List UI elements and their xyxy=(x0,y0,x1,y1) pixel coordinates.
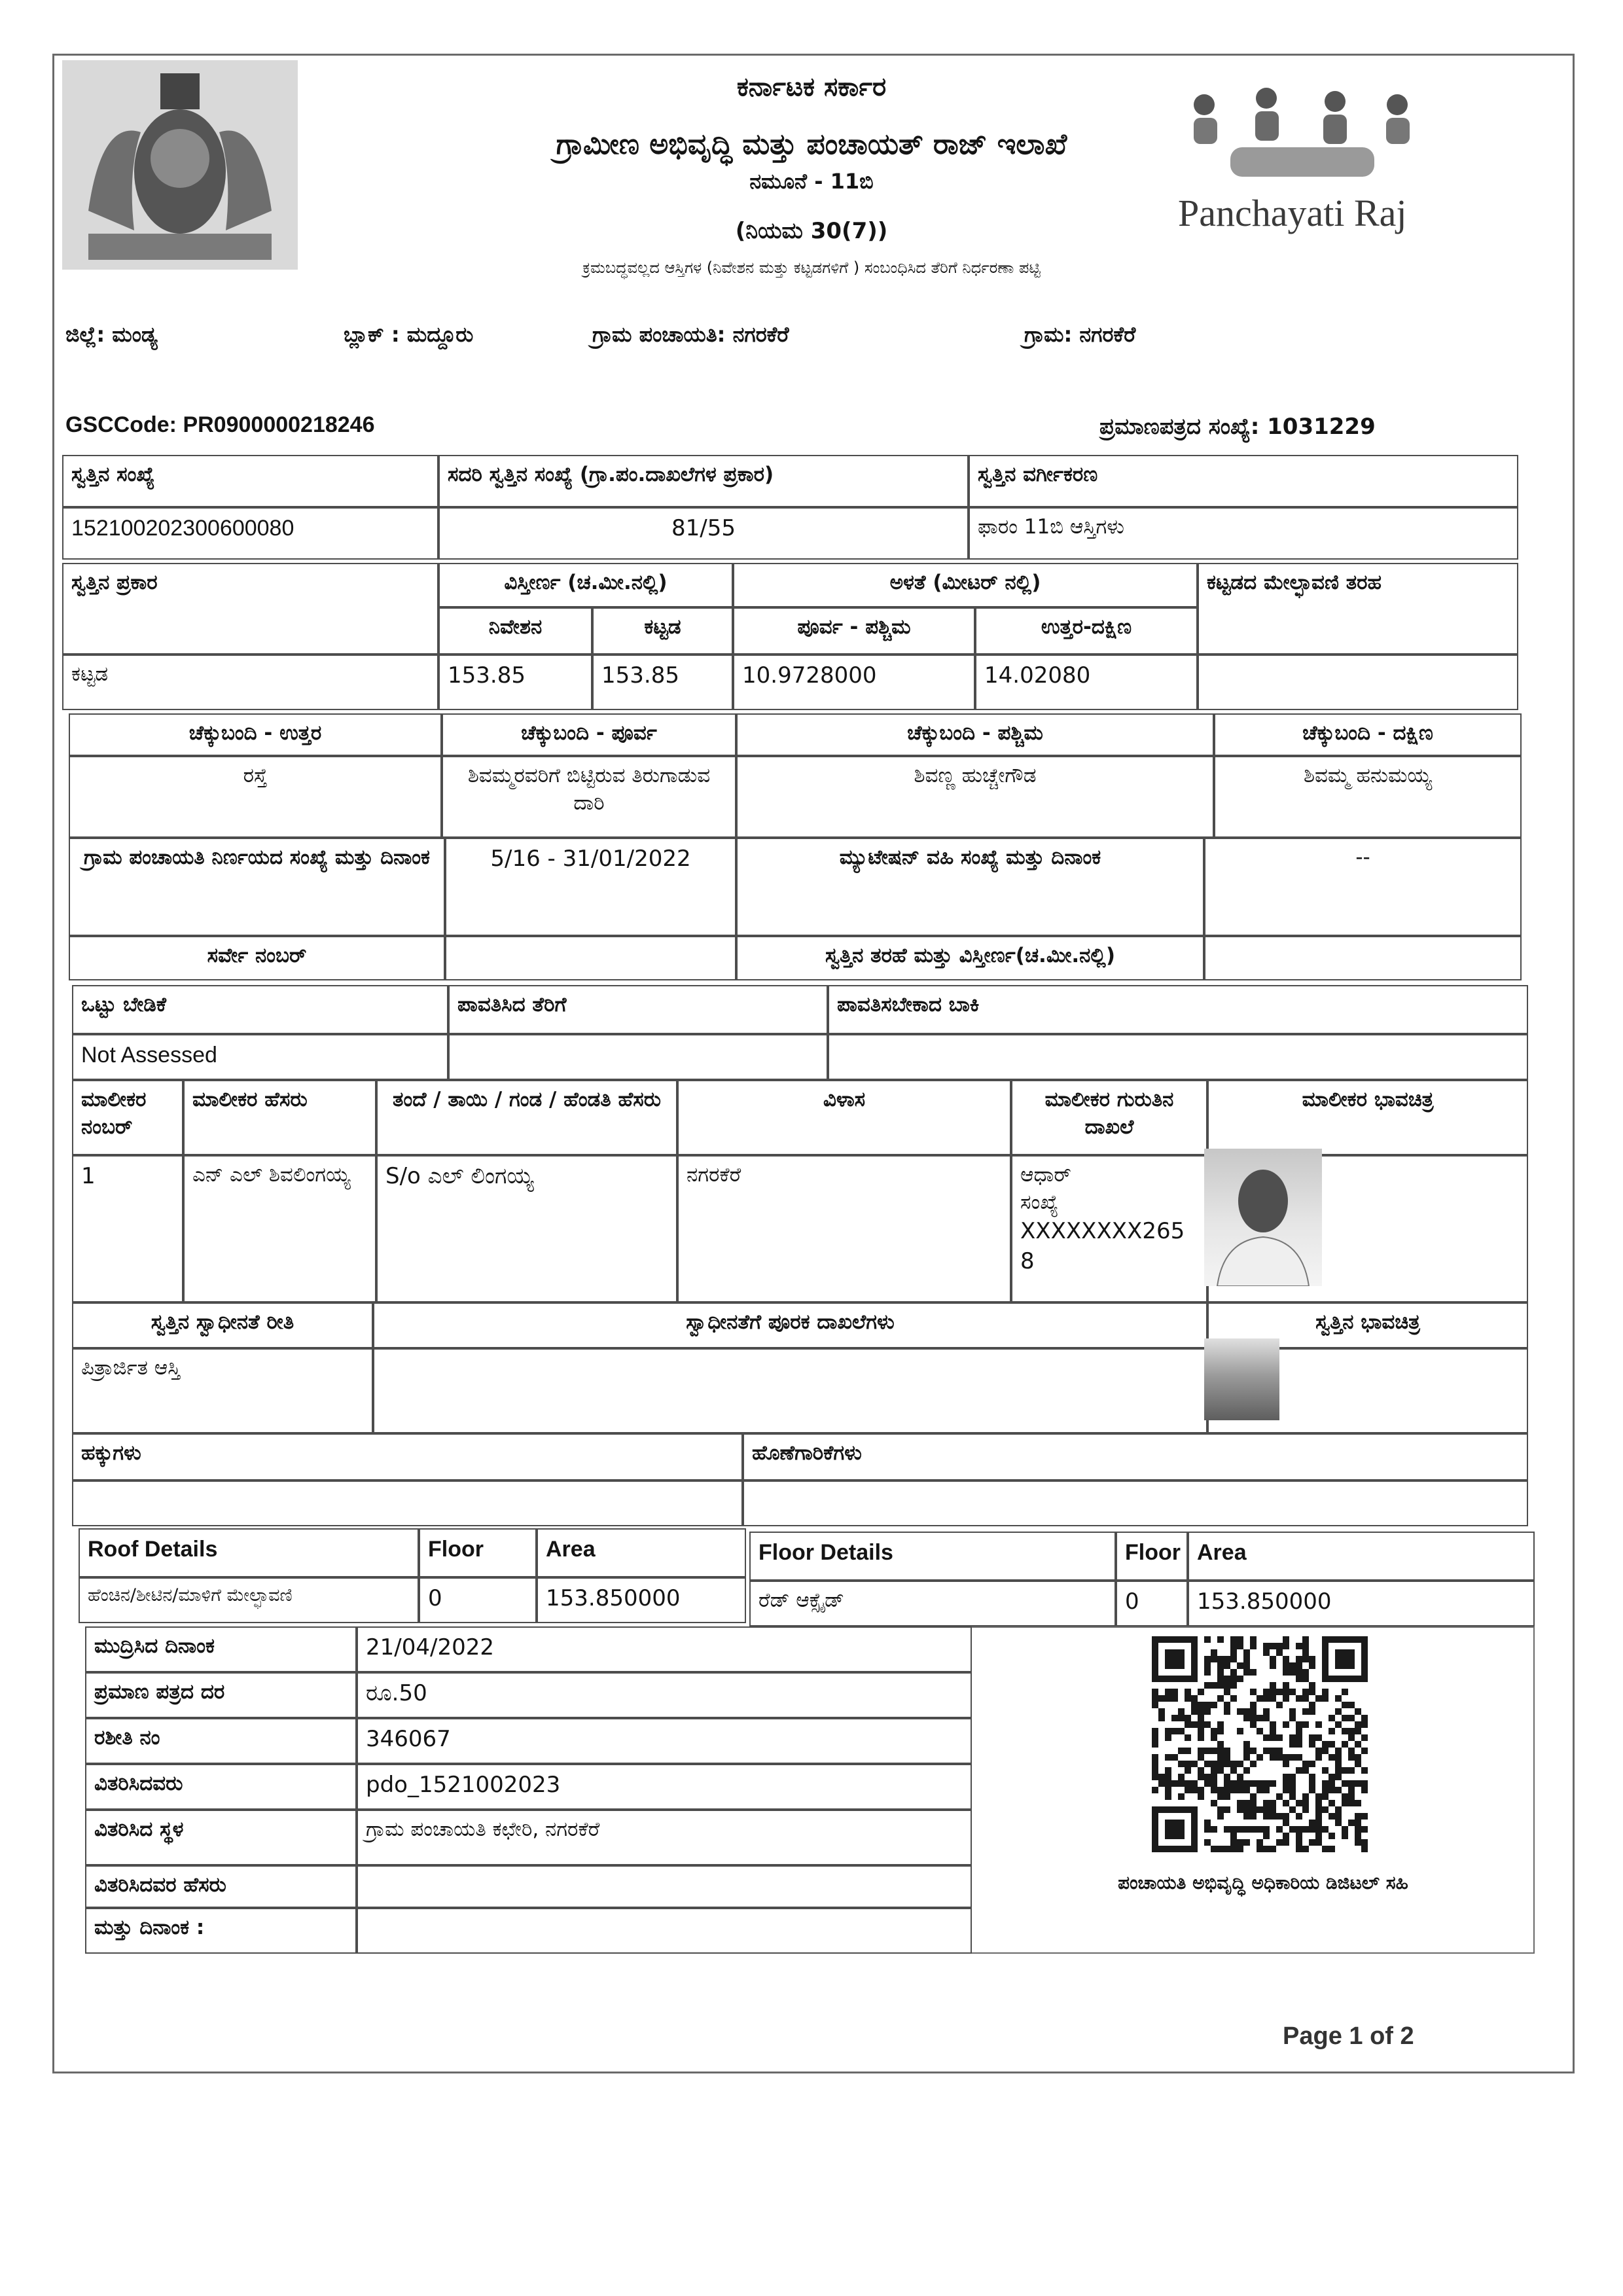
owner-id-cell xyxy=(1011,1155,1207,1302)
property-number: 152100202300600080 xyxy=(62,507,438,560)
panchayati-raj-logo-icon xyxy=(1171,79,1446,242)
floor-details-label: Floor Details xyxy=(749,1532,1116,1581)
receipt-number: 346067 xyxy=(357,1718,972,1764)
receipt-number-label: ರಶೀತಿ ನಂ xyxy=(85,1718,357,1764)
ownership-docs xyxy=(373,1348,1207,1433)
north-south-label: ಉತ್ತರ-ದಕ್ಷಿಣ xyxy=(975,607,1198,655)
issuer-name-label: ವಿತರಿಸಿದವರ ಹೆಸರು xyxy=(85,1865,357,1908)
ownership-mode-label: ಸ್ವತ್ತಿನ ಸ್ವಾಧೀನತೆ ರೀತಿ xyxy=(72,1302,373,1348)
address-label: ವಿಳಾಸ xyxy=(677,1080,1011,1155)
floor-area: 153.850000 xyxy=(1188,1581,1535,1626)
survey-number-label: ಸರ್ವೇ ನಂಬರ್ xyxy=(69,936,445,980)
survey-number-value xyxy=(445,936,736,980)
owner-address: ನಗರಕೆರೆ xyxy=(677,1155,1011,1302)
boundary-east-label: ಚೆಕ್ಕುಬಂದಿ - ಪೂರ್ವ xyxy=(442,713,736,756)
form-number: ನಮೂನೆ - 11ಬಿ xyxy=(749,169,874,194)
balance-due xyxy=(828,1034,1528,1080)
east-west-label: ಪೂರ್ವ - ಪಶ್ಚಿಮ xyxy=(733,607,975,655)
boundary-north-label: ಚೆಕ್ಕುಬಂದಿ - ಉತ್ತರ xyxy=(69,713,442,756)
liabilities-value xyxy=(743,1480,1528,1526)
and-date-label: ಮತ್ತು ದಿನಾಂಕ : xyxy=(85,1908,357,1954)
certificate-fee-label: ಪ್ರಮಾಣ ಪತ್ರದ ದರ xyxy=(85,1672,357,1718)
owner-id-number: XXXXXXXX2658 xyxy=(1020,1217,1185,1274)
liabilities-label: ಹೊಣೆಗಾರಿಕೆಗಳು xyxy=(743,1433,1528,1480)
ownership-docs-label: ಸ್ವಾಧೀನತೆಗೆ ಪೂರಕ ದಾಖಲೆಗಳು xyxy=(373,1302,1207,1348)
issued-by-label: ವಿತರಿಸಿದವರು xyxy=(85,1764,357,1810)
tax-paid-label: ಪಾವತಿಸಿದ ತೆರಿಗೆ xyxy=(448,985,828,1034)
north-south-value: 14.02080 xyxy=(975,655,1198,710)
owner-number: 1 xyxy=(72,1155,183,1302)
property-class-label: ಸ್ವತ್ತಿನ ವರ್ಗೀಕರಣ xyxy=(969,455,1518,507)
boundary-east: ಶಿವಮ್ಮರವರಿಗೆ ಬಿಟ್ಟಿರುವ ತಿರುಗಾಡುವ ದಾರಿ xyxy=(442,756,736,838)
boundary-west: ಶಿವಣ್ಣ ಹುಚ್ಚೇಗೌಡ xyxy=(736,756,1214,838)
roof-type-value xyxy=(1198,655,1518,710)
east-west-value: 10.9728000 xyxy=(733,655,975,710)
floor-floor-label: Floor xyxy=(1116,1532,1188,1581)
site-area: 153.85 xyxy=(438,655,592,710)
owner-photo-label: ಮಾಲೀಕರ ಭಾವಚಿತ್ರ xyxy=(1207,1080,1528,1155)
property-number-label: ಸ್ವತ್ತಿನ ಸಂಖ್ಯೆ xyxy=(62,455,438,507)
roof-area: 153.850000 xyxy=(537,1577,746,1623)
boundary-west-label: ಚೆಕ್ಕುಬಂದಿ - ಪಶ್ಚಿಮ xyxy=(736,713,1214,756)
rule-number: (ನಿಯಮ 30(7)) xyxy=(735,218,888,244)
print-date-label: ಮುದ್ರಿಸಿದ ದಿನಾಂಕ xyxy=(85,1626,357,1672)
property-photo-label: ಸ್ವತ್ತಿನ ಭಾವಚಿತ್ರ xyxy=(1207,1302,1528,1348)
tax-paid xyxy=(448,1034,828,1080)
gp-resolution-label: ಗ್ರಾಮ ಪಂಚಾಯತಿ ನಿರ್ಣಯದ ಸಂಖ್ಯೆ ಮತ್ತು ದಿನಾಂಕ xyxy=(69,838,445,936)
rights-label: ಹಕ್ಕುಗಳು xyxy=(72,1433,743,1480)
owner-id-label: ಮಾಲೀಕರ ಗುರುತಿನ ದಾಖಲೆ xyxy=(1011,1080,1207,1155)
and-date xyxy=(357,1908,972,1954)
issue-place: ಗ್ರಾಮ ಪಂಚಾಯತಿ ಕಛೇರಿ, ನಗರಕೆರೆ xyxy=(357,1810,972,1865)
total-demand-label: ಒಟ್ಟು ಬೇಡಿಕೆ xyxy=(72,985,448,1034)
form-subtitle: ಕ್ರಮಬದ್ಧವಲ್ಲದ ಆಸ್ತಿಗಳ (ನಿವೇಶನ ಮತ್ತು ಕಟ್ಟಡಗಳಿಗೆ ) ಸಂಬಂಧಿಸಿದ ತೆರಿಗೆ ನಿರ್ಧರಣಾ ಪಟ್ಟಿ xyxy=(582,259,1041,277)
gp-resolution-value: 5/16 - 31/01/2022 xyxy=(445,838,736,936)
area-label: ವಿಸ್ತೀರ್ಣ (ಚ.ಮೀ.ನಲ್ಲಿ) xyxy=(438,563,733,607)
mutation-label: ಮ್ಯುಟೇಷನ್ ವಹಿ ಸಂಖ್ಯೆ ಮತ್ತು ದಿನಾಂಕ xyxy=(736,838,1204,936)
property-type-label: ಸ್ವತ್ತಿನ ಪ್ರಕಾರ xyxy=(62,563,438,655)
site-label: ನಿವೇಶನ xyxy=(438,607,592,655)
floor-area-label: Area xyxy=(1188,1532,1535,1581)
roof-type: ಹೆಂಚಿನ/ಶೀಟಿನ/ಮಾಳಿಗೆ ಮೇಲ್ಛಾವಣಿ xyxy=(79,1577,419,1623)
floor-type: ರೆಡ್ ಆಕ್ಸೈಡ್ xyxy=(749,1581,1116,1626)
certificate-fee: ರೂ.50 xyxy=(357,1672,972,1718)
relation-name: S/o ಎಲ್ ಲಿಂಗಯ್ಯ xyxy=(376,1155,677,1302)
mutation-value: -- xyxy=(1204,838,1522,936)
total-demand: Not Assessed xyxy=(72,1034,448,1080)
said-property-number-label: ಸದರಿ ಸ್ವತ್ತಿನ ಸಂಖ್ಯೆ (ಗ್ರಾ.ಪಂ.ದಾಖಲೆಗಳ ಪ್ರಕಾರ) xyxy=(438,455,969,507)
gsc-code: GSCCode: PR0900000218246 xyxy=(65,412,375,437)
dimensions-label: ಅಳತೆ (ಮೀಟರ್ ನಲ್ಲಿ) xyxy=(733,563,1198,607)
building-area: 153.85 xyxy=(592,655,733,710)
district: ಜಿಲ್ಲೆ: ಮಂಡ್ಯ xyxy=(65,322,158,347)
owner-name: ಎನ್ ಎಲ್ ಶಿವಲಿಂಗಯ್ಯ xyxy=(183,1155,376,1302)
issued-by: pdo_1521002023 xyxy=(357,1764,972,1810)
owner-id-type: ಆಧಾರ್ ಸಂಖ್ಯೆ xyxy=(1020,1163,1071,1214)
rights-value xyxy=(72,1480,743,1526)
owner-number-label: ಮಾಲೀಕರ ನಂಬರ್ xyxy=(72,1080,183,1155)
roof-type-label: ಕಟ್ಟಡದ ಮೇಲ್ಛಾವಣಿ ತರಹ xyxy=(1198,563,1518,655)
roof-details-label: Roof Details xyxy=(79,1528,419,1577)
digital-signature-label: ಪಂಚಾಯತಿ ಅಭಿವೃದ್ಧಿ ಅಧಿಕಾರಿಯ ಡಿಜಿಟಲ್ ಸಹಿ xyxy=(1118,1872,1408,1893)
roof-floor-label: Floor xyxy=(419,1528,537,1577)
owner-photo xyxy=(1204,1149,1322,1286)
gov-title: ಕರ್ನಾಟಕ ಸರ್ಕಾರ xyxy=(736,72,887,102)
type-area-label: ಸ್ವತ್ತಿನ ತರಹೆ ಮತ್ತು ವಿಸ್ತೀರ್ಣ(ಚ.ಮೀ.ನಲ್ಲಿ) xyxy=(736,936,1204,980)
issuer-name xyxy=(357,1865,972,1908)
page-number: Page 1 of 2 xyxy=(1283,2022,1414,2050)
print-date: 21/04/2022 xyxy=(357,1626,972,1672)
dept-title: ಗ್ರಾಮೀಣ ಅಭಿವೃದ್ಧಿ ಮತ್ತು ಪಂಚಾಯತ್ ರಾಜ್ ಇಲಾಖೆ xyxy=(556,128,1067,161)
relation-label: ತಂದೆ / ತಾಯಿ / ಗಂಡ / ಹೆಂಡತಿ ಹೆಸರು xyxy=(376,1080,677,1155)
balance-due-label: ಪಾವತಿಸಬೇಕಾದ ಬಾಕಿ xyxy=(828,985,1528,1034)
building-label: ಕಟ್ಟಡ xyxy=(592,607,733,655)
gram-panchayat: ಗ್ರಾಮ ಪಂಚಾಯತಿ: ನಗರಕೆರೆ xyxy=(592,322,789,347)
roof-area-label: Area xyxy=(537,1528,746,1577)
type-area-value xyxy=(1204,936,1522,980)
certificate-number: ಪ್ರಮಾಣಪತ್ರದ ಸಂಖ್ಯೆ: 1031229 xyxy=(1099,414,1376,440)
person-icon xyxy=(1204,1149,1322,1286)
floor-floor: 0 xyxy=(1116,1581,1188,1626)
ownership-mode: ಪಿತ್ರಾರ್ಜಿತ ಆಸ್ತಿ xyxy=(72,1348,373,1433)
block: ಬ್ಲಾಕ್ : ಮದ್ದೂರು xyxy=(344,322,474,347)
logo-text: Panchayati Raj xyxy=(1178,192,1407,234)
roof-floor: 0 xyxy=(419,1577,537,1623)
qr-code-icon xyxy=(1152,1636,1368,1852)
boundary-south: ಶಿವಮ್ಮ ಹನುಮಯ್ಯ xyxy=(1214,756,1522,838)
property-class: ಫಾರಂ 11ಬಿ ಆಸ್ತಿಗಳು xyxy=(969,507,1518,560)
boundary-south-label: ಚೆಕ್ಕುಬಂದಿ - ದಕ್ಷಿಣ xyxy=(1214,713,1522,756)
owner-name-label: ಮಾಲೀಕರ ಹೆಸರು xyxy=(183,1080,376,1155)
said-property-number: 81/55 xyxy=(438,507,969,560)
boundary-north: ರಸ್ತೆ xyxy=(69,756,442,838)
village: ಗ್ರಾಮ: ನಗರಕೆರೆ xyxy=(1024,322,1136,347)
property-photo xyxy=(1204,1338,1279,1420)
property-type: ಕಟ್ಟಡ xyxy=(62,655,438,710)
issue-place-label: ವಿತರಿಸಿದ ಸ್ಥಳ xyxy=(85,1810,357,1865)
